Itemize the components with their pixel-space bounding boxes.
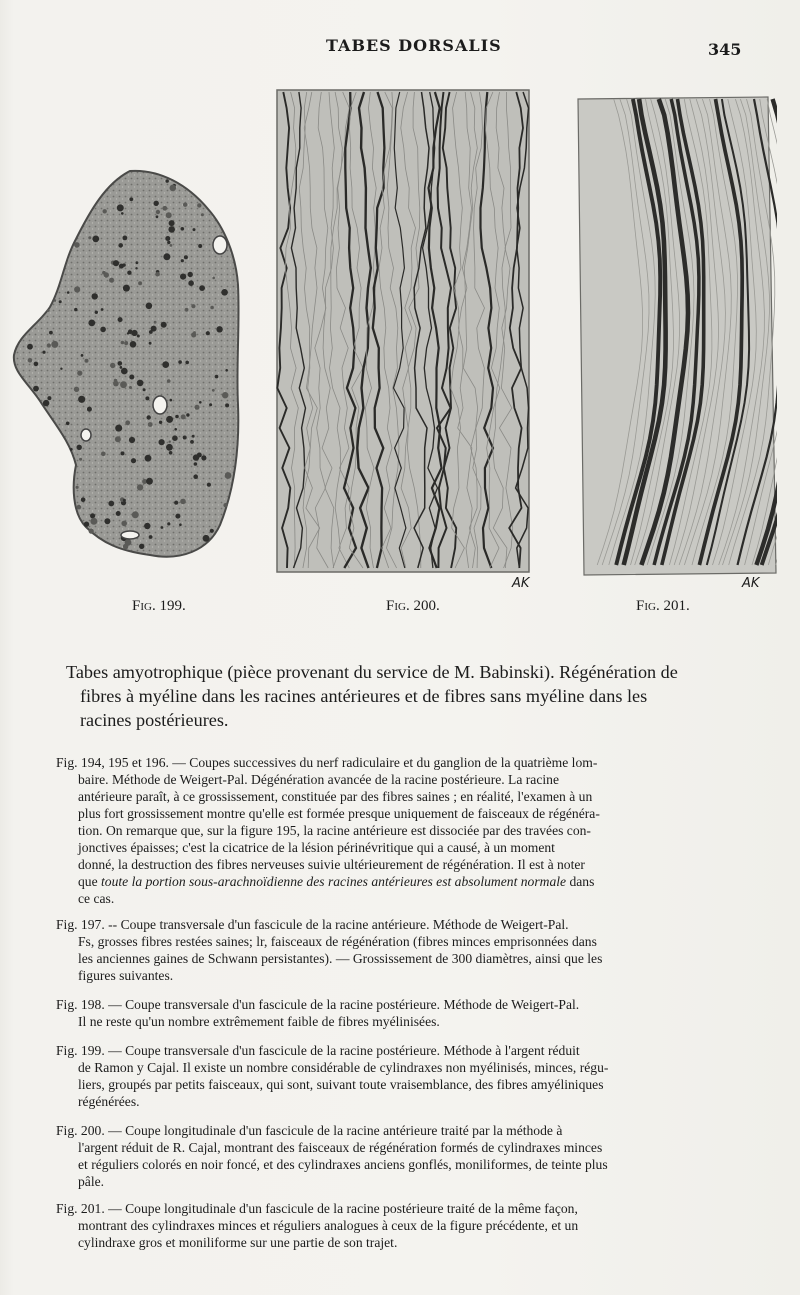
- axon-cluster-mark: [74, 242, 80, 248]
- axon-cluster-mark: [109, 278, 114, 283]
- axon-cluster-mark: [166, 179, 169, 182]
- axon-cluster-mark: [193, 228, 196, 231]
- axon-cluster-mark: [168, 226, 175, 233]
- axon-cluster-mark: [159, 421, 162, 424]
- axon-cluster-mark: [95, 311, 98, 314]
- axon-cluster-mark: [146, 303, 153, 310]
- axon-cluster-mark: [116, 511, 121, 516]
- legend-line: Fig. 200. — Coupe longitudinale d'un fascicule de la racine antérieure traité par la méthode à: [56, 1123, 563, 1138]
- legend-text: dans: [566, 874, 595, 889]
- figure-201-label: Fig. 201.: [636, 598, 690, 614]
- axon-cluster-mark: [123, 499, 126, 502]
- axon-cluster-mark: [125, 539, 132, 546]
- axon-cluster-mark: [216, 326, 222, 332]
- axon-cluster-mark: [60, 368, 62, 370]
- axon-cluster-mark: [198, 244, 202, 248]
- axon-cluster-mark: [137, 380, 144, 387]
- axon-cluster-mark: [181, 414, 186, 419]
- axon-cluster-mark: [47, 309, 50, 312]
- axon-cluster-mark: [221, 289, 228, 296]
- axon-cluster-mark: [115, 436, 121, 442]
- running-head: [0, 36, 800, 62]
- axon-cluster-mark: [118, 361, 123, 366]
- axon-cluster-mark: [190, 440, 194, 444]
- axon-cluster-mark: [138, 281, 142, 285]
- axon-cluster-mark: [129, 437, 135, 443]
- axon-cluster-mark: [129, 197, 133, 201]
- legend-fig-198: [56, 996, 742, 1030]
- legend-fig-201: [56, 1200, 742, 1251]
- axon-cluster-mark: [179, 523, 182, 526]
- legend-fig-200: [56, 1122, 742, 1190]
- axon-cluster-mark: [143, 388, 146, 391]
- legend-line: Fs, grosses fibres restées saines; lr, faisceaux de régénération (fibres minces emprisonnées dans: [78, 934, 597, 949]
- legend-line: Il ne reste qu'un nombre extrêmement faible de fibres myélinisées.: [78, 1014, 440, 1029]
- axon-cluster-mark: [206, 331, 210, 335]
- axon-cluster-mark: [77, 371, 82, 376]
- legend-line: Fig. 197. -- Coupe transversale d'un fascicule de la racine antérieure. Méthode de Weigert-Pal.: [56, 917, 569, 932]
- main-caption-line: Tabes amyotrophique (pièce provenant du service de M. Babinski). Régénération de: [66, 662, 678, 682]
- axon-cluster-mark: [122, 263, 125, 266]
- axon-cluster-mark: [79, 458, 82, 461]
- legend-line: pâle.: [78, 1174, 105, 1189]
- legend-line: les anciennes gaines de Schwann persistantes). — Grossissement de 300 diamètres, ainsi que les: [78, 951, 603, 966]
- axon-cluster-mark: [120, 381, 127, 388]
- axon-cluster-mark: [92, 293, 98, 299]
- axon-cluster-mark: [146, 478, 153, 485]
- axon-cluster-mark: [201, 455, 206, 460]
- axon-cluster-mark: [197, 203, 201, 207]
- axon-cluster-mark: [191, 304, 195, 308]
- axon-cluster-mark: [147, 415, 151, 419]
- axon-cluster-mark: [188, 280, 194, 286]
- axon-cluster-mark: [130, 341, 137, 348]
- axon-cluster-mark: [151, 326, 157, 332]
- axon-cluster-mark: [145, 455, 152, 462]
- axon-cluster-mark: [121, 451, 125, 455]
- axon-cluster-mark: [162, 361, 169, 368]
- axon-cluster-mark: [131, 330, 137, 336]
- legend-fig-194-196: [56, 754, 742, 907]
- axon-cluster-mark: [212, 389, 215, 392]
- legend-fig-197: [56, 916, 742, 984]
- axon-cluster-mark: [166, 444, 173, 451]
- axon-cluster-mark: [191, 332, 196, 337]
- axon-cluster-mark: [210, 529, 214, 533]
- axon-cluster-mark: [159, 439, 165, 445]
- legend-line-italic: [56, 873, 742, 890]
- legend-line: de Ramon y Cajal. Il existe un nombre considérable de cylindraxes non myélinisés, minces, régu-: [78, 1060, 609, 1075]
- axon-cluster-mark: [156, 215, 159, 218]
- legend-line: Fig. 198. — Coupe transversale d'un fascicule de la racine postérieure. Méthode de Weigert-Pal.: [56, 997, 580, 1012]
- axon-cluster-mark: [148, 422, 153, 427]
- legend-line: montrant des cylindraxes minces et réguliers analogues à ceux de la figure précédente, et un: [78, 1218, 579, 1233]
- axon-cluster-mark: [108, 501, 114, 507]
- axon-cluster-mark: [161, 526, 164, 529]
- axon-cluster-mark: [199, 285, 205, 291]
- axon-cluster-mark: [212, 277, 215, 280]
- axon-cluster-mark: [67, 291, 70, 294]
- legend-fig-199: [56, 1042, 742, 1110]
- figure-200-signature: AK: [512, 576, 530, 591]
- axon-cluster-mark: [167, 379, 171, 383]
- axon-cluster-mark: [131, 458, 136, 463]
- axon-cluster-mark: [51, 341, 58, 348]
- axon-cluster-mark: [149, 342, 152, 345]
- axon-cluster-mark: [209, 403, 212, 406]
- axon-cluster-mark: [118, 317, 123, 322]
- axon-cluster-mark: [121, 368, 128, 375]
- axon-cluster-mark: [163, 253, 170, 260]
- axon-cluster-mark: [78, 396, 85, 403]
- axon-cluster-mark: [166, 416, 173, 423]
- legend-line: Fig. 199. — Coupe transversale d'un fascicule de la racine postérieure. Méthode à l'argent réduit: [56, 1043, 580, 1058]
- legend-line: régénérées.: [78, 1094, 140, 1109]
- axon-cluster-mark: [165, 236, 170, 241]
- figure-199-label: Fig. 199.: [132, 598, 186, 614]
- main-caption-line: fibres à myéline dans les racines antérieures et de fibres sans myéline dans les: [80, 686, 648, 706]
- axon-cluster-mark: [124, 341, 128, 345]
- axon-cluster-mark: [170, 244, 173, 247]
- axon-cluster-mark: [128, 329, 133, 334]
- axon-cluster-mark: [139, 544, 144, 549]
- page-number: 345: [708, 40, 742, 59]
- axon-cluster-mark: [100, 327, 106, 333]
- legend-line: donné, la destruction des fibres nerveuses suivie ultérieurement de régénération. Il est à noter: [78, 857, 585, 872]
- axon-cluster-mark: [123, 285, 130, 292]
- axon-cluster-mark: [184, 255, 188, 259]
- axon-cluster-mark: [74, 308, 77, 311]
- axon-cluster-mark: [181, 259, 184, 262]
- axon-cluster-mark: [47, 396, 51, 400]
- legend-line: ce cas.: [78, 891, 115, 906]
- axon-cluster-mark: [194, 462, 198, 466]
- axon-cluster-mark: [85, 359, 89, 363]
- figure-199-illustration: [10, 165, 245, 565]
- axon-cluster-mark: [101, 308, 104, 311]
- axon-cluster-mark: [180, 274, 186, 280]
- legend-line: liers, groupés par petits faisceaux, qui sont, suivant toute vraisemblance, des fibres amyéliniques: [78, 1077, 604, 1092]
- axon-cluster-mark: [110, 363, 115, 368]
- axon-cluster-mark: [120, 366, 123, 369]
- axon-cluster-mark: [175, 514, 180, 519]
- axon-cluster-mark: [125, 420, 130, 425]
- figure-201-signature: AK: [742, 576, 760, 591]
- axon-cluster-mark: [145, 396, 149, 400]
- axon-cluster-mark: [49, 331, 53, 335]
- axon-cluster-mark: [167, 241, 170, 244]
- axon-cluster-mark: [90, 518, 97, 525]
- axon-cluster-mark: [185, 361, 189, 365]
- legend-line: plus fort grossissement montre qu'elle est formée presque uniquement de faisceaux de régénéra-: [78, 806, 600, 821]
- legend-line: figures suivantes.: [78, 968, 174, 983]
- legend-line: Fig. 201. — Coupe longitudinale d'un fascicule de la racine postérieure traité de la même façon,: [56, 1201, 578, 1216]
- axon-cluster-mark: [87, 407, 92, 412]
- axon-cluster-mark: [74, 387, 79, 392]
- legend-line: et réguliers colorés en noir foncé, et des cylindraxes anciens gonflés, moniliformes, de teinte plus: [78, 1157, 608, 1172]
- axon-cluster-mark: [170, 399, 173, 402]
- axon-cluster-mark: [34, 362, 39, 367]
- axon-cluster-mark: [203, 535, 210, 542]
- axon-cluster-mark: [47, 343, 51, 347]
- axon-cluster-mark: [136, 261, 139, 264]
- axon-cluster-mark: [121, 341, 125, 345]
- legend-line: cylindraxe gros et moniliforme sur une partie de son trajet.: [78, 1235, 398, 1250]
- axon-cluster-mark: [43, 400, 49, 406]
- axon-cluster-mark: [186, 413, 189, 416]
- axon-cluster-mark: [210, 306, 214, 310]
- axon-cluster-mark: [76, 486, 79, 489]
- axon-cluster-mark: [181, 227, 185, 231]
- axon-cluster-mark: [137, 335, 140, 338]
- axon-cluster-mark: [132, 511, 139, 518]
- axon-cluster-mark: [129, 386, 132, 389]
- axon-cluster-mark: [104, 518, 110, 524]
- axon-cluster-mark: [199, 401, 202, 404]
- axon-cluster-mark: [225, 369, 228, 372]
- legend-line: jonctives épaisses; c'est la cicatrice de la lésion périnévritique qui a causé, à un moment: [78, 840, 555, 855]
- axon-cluster-mark: [88, 320, 95, 327]
- axon-cluster-mark: [174, 501, 178, 505]
- axon-cluster-mark: [183, 203, 187, 207]
- axon-cluster-mark: [129, 375, 134, 380]
- axon-cluster-mark: [89, 529, 94, 534]
- axon-cluster-mark: [166, 212, 172, 218]
- axon-cluster-mark: [59, 300, 62, 303]
- axon-cluster-mark: [137, 484, 143, 490]
- axon-cluster-mark: [88, 236, 91, 239]
- axon-cluster-mark: [225, 472, 232, 479]
- axon-cluster-mark: [201, 213, 204, 216]
- axon-cluster-mark: [167, 522, 170, 525]
- axon-cluster-mark: [77, 505, 82, 510]
- legend-line: l'argent réduit de R. Cajal, montrant des faisceaux de régénération formés de cylindraxes minces: [78, 1140, 603, 1155]
- main-caption: [66, 660, 746, 732]
- axon-cluster-mark: [154, 201, 159, 206]
- axon-cluster-mark: [70, 448, 73, 451]
- axon-cluster-mark: [27, 344, 33, 350]
- axon-cluster-mark: [169, 451, 173, 455]
- axon-cluster-mark: [169, 220, 175, 226]
- figure-201-illustration: [572, 95, 777, 577]
- axon-cluster-mark: [118, 243, 123, 248]
- axon-cluster-mark: [66, 422, 70, 426]
- axon-cluster-mark: [222, 392, 228, 398]
- axon-cluster-mark: [195, 405, 200, 410]
- legend-text: que: [78, 874, 102, 889]
- axon-cluster-mark: [193, 474, 198, 479]
- axon-cluster-mark: [185, 308, 189, 312]
- axon-cluster-mark: [223, 503, 227, 507]
- legend-line: tion. On remarque que, sur la figure 195, la racine antérieure est dissociée par des travées con-: [78, 823, 591, 838]
- axon-cluster-mark: [188, 272, 193, 277]
- axon-cluster-mark: [33, 386, 39, 392]
- axon-cluster-mark: [156, 210, 160, 214]
- axon-cluster-mark: [144, 523, 150, 529]
- axon-cluster-mark: [77, 445, 82, 450]
- axon-cluster-mark: [74, 286, 80, 292]
- axon-cluster-mark: [225, 403, 229, 407]
- axon-cluster-mark: [162, 206, 167, 211]
- axon-cluster-mark: [127, 271, 131, 275]
- axon-cluster-mark: [104, 272, 109, 277]
- axon-cluster-mark: [175, 415, 179, 419]
- axon-cluster-mark: [42, 351, 45, 354]
- axon-cluster-mark: [84, 522, 89, 527]
- axon-cluster-mark: [113, 260, 119, 266]
- legend-line: antérieure paraît, à ce grossissement, constituée par des fibres saines ; en réalité, l'examen à un: [78, 789, 593, 804]
- axon-cluster-mark: [174, 428, 177, 431]
- axon-cluster-mark: [169, 441, 171, 443]
- axon-cluster-mark: [115, 425, 122, 432]
- axon-cluster-mark: [183, 436, 187, 440]
- legend-italic-text: toute la portion sous-arachnoïdienne des racines antérieures est absolument normale: [101, 874, 567, 889]
- axon-cluster-mark: [54, 299, 57, 302]
- axon-cluster-mark: [123, 236, 128, 241]
- axon-cluster-mark: [155, 272, 160, 277]
- axon-cluster-mark: [121, 521, 127, 527]
- running-head-title: TABES DORSALIS: [326, 36, 502, 55]
- axon-cluster-mark: [135, 267, 137, 269]
- axon-cluster-mark: [81, 497, 86, 502]
- axon-cluster-mark: [170, 185, 177, 192]
- legend-line: Fig. 194, 195 et 196. — Coupes successives du nerf radiculaire et du ganglion de la quatrième lom-: [56, 755, 598, 770]
- figure-200-illustration: [275, 88, 531, 574]
- axon-cluster-mark: [81, 354, 84, 357]
- axon-cluster-mark: [103, 209, 107, 213]
- axon-cluster-mark: [154, 321, 157, 324]
- axon-cluster-mark: [28, 358, 33, 363]
- axon-cluster-mark: [193, 454, 199, 460]
- axon-cluster-mark: [101, 452, 106, 457]
- main-caption-line: racines postérieures.: [80, 710, 229, 730]
- axon-cluster-mark: [207, 483, 211, 487]
- axon-cluster-mark: [117, 204, 124, 211]
- axon-cluster-mark: [215, 375, 219, 379]
- axon-cluster-mark: [92, 236, 99, 243]
- legend-line: baire. Méthode de Weigert-Pal. Dégénération avancée de la racine postérieure. La racine: [78, 772, 559, 787]
- axon-cluster-mark: [149, 535, 153, 539]
- axon-cluster-mark: [90, 513, 95, 518]
- axon-cluster-mark: [192, 435, 195, 438]
- axon-cluster-mark: [114, 379, 118, 383]
- axon-cluster-mark: [180, 499, 186, 505]
- axon-cluster-mark: [121, 212, 124, 215]
- axon-cluster-mark: [172, 435, 178, 441]
- figure-200-label: Fig. 200.: [386, 598, 440, 614]
- axon-cluster-mark: [161, 322, 167, 328]
- axon-cluster-mark: [178, 360, 182, 364]
